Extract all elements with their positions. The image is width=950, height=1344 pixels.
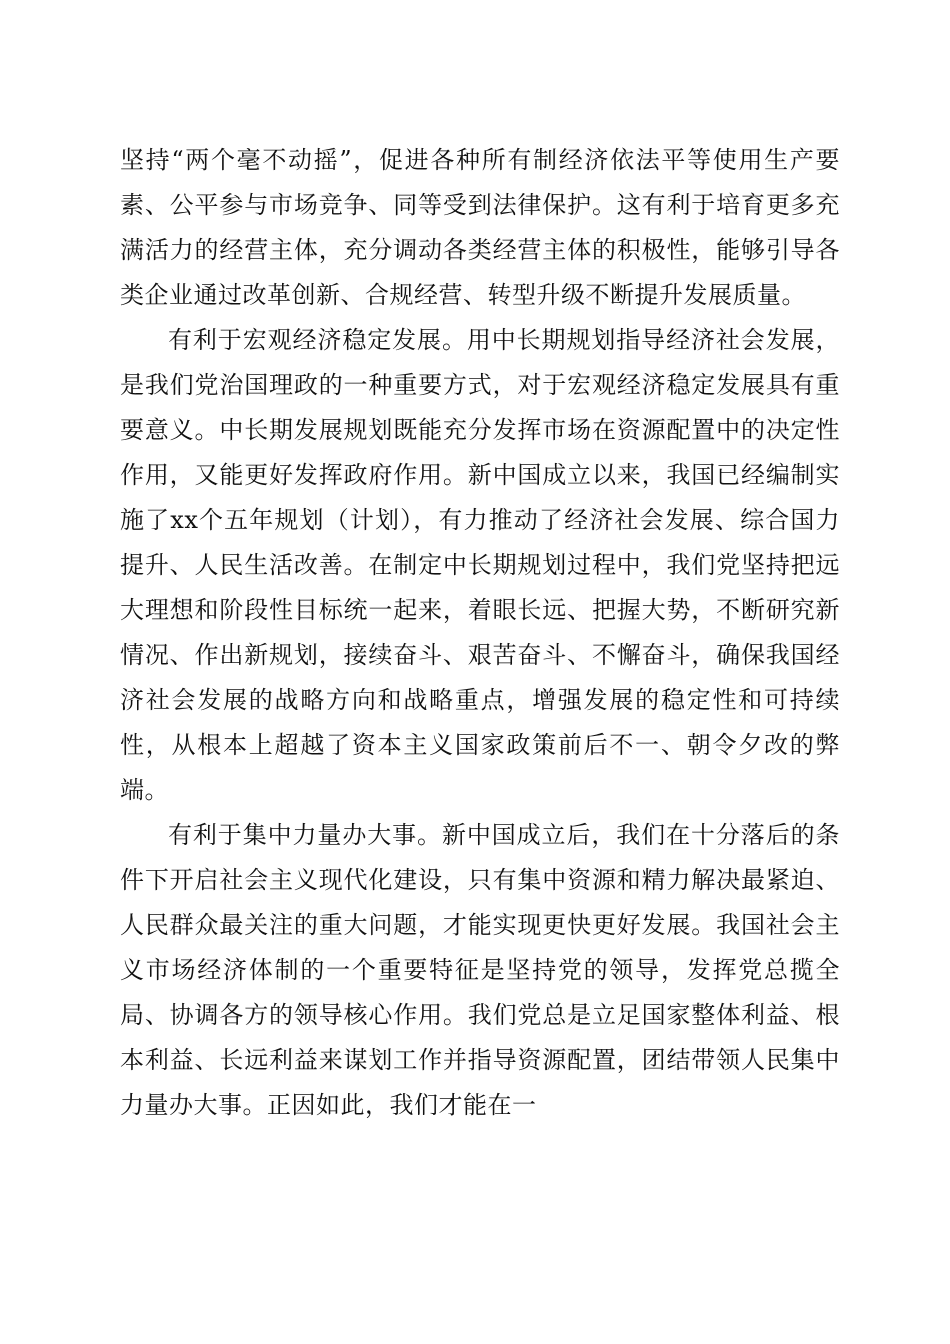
paragraph-continued: 坚持“两个毫不动摇”，促进各种所有制经济依法平等使用生产要素、公平参与市场竞争、同等受到法律保护。这有利于培育更多充满活力的经营主体，充分调动各类经营主体的积极性，能够引导各类企业通过改革创新、合规经营、转型升级不断提升发展质量。 xyxy=(120,146,840,309)
paragraph-concentrate-resources: 有利于集中力量办大事。新中国成立后，我们在十分落后的条件下开启社会主义现代化建设，只有集中资源和精力解决最紧迫、人民群众最关注的重大问题，才能实现更快更好发展。我国社会主义市场经济体制的一个重要特征是坚持党的领导，发挥党总揽全局、协调各方的领导核心作用。我们党总是立足国家整体利益、根本利益、长远利益来谋划工作并指导资源配置，团结带领人民集中力量办大事。正因如此，我们才能在一 xyxy=(120,821,840,1119)
document-body xyxy=(120,138,840,1128)
paragraph-macroeconomic-stability: 有利于宏观经济稳定发展。用中长期规划指导经济社会发展，是我们党治国理政的一种重要方式，对于宏观经济稳定发展具有重要意义。中长期发展规划既能充分发挥市场在资源配置中的决定性作用，又能更好发挥政府作用。新中国成立以来，我国已经编制实施了xx个五年规划（计划），有力推动了经济社会发展、综合国力提升、人民生活改善。在制定中长期规划过程中，我们党坚持把远大理想和阶段性目标统一起来，着眼长远、把握大势，不断研究新情况、作出新规划，接续奋斗、艰苦奋斗、不懈奋斗，确保我国经济社会发展的战略方向和战略重点，增强发展的稳定性和可持续性，从根本上超越了资本主义国家政策前后不一、朝令夕改的弊端。 xyxy=(120,326,840,804)
